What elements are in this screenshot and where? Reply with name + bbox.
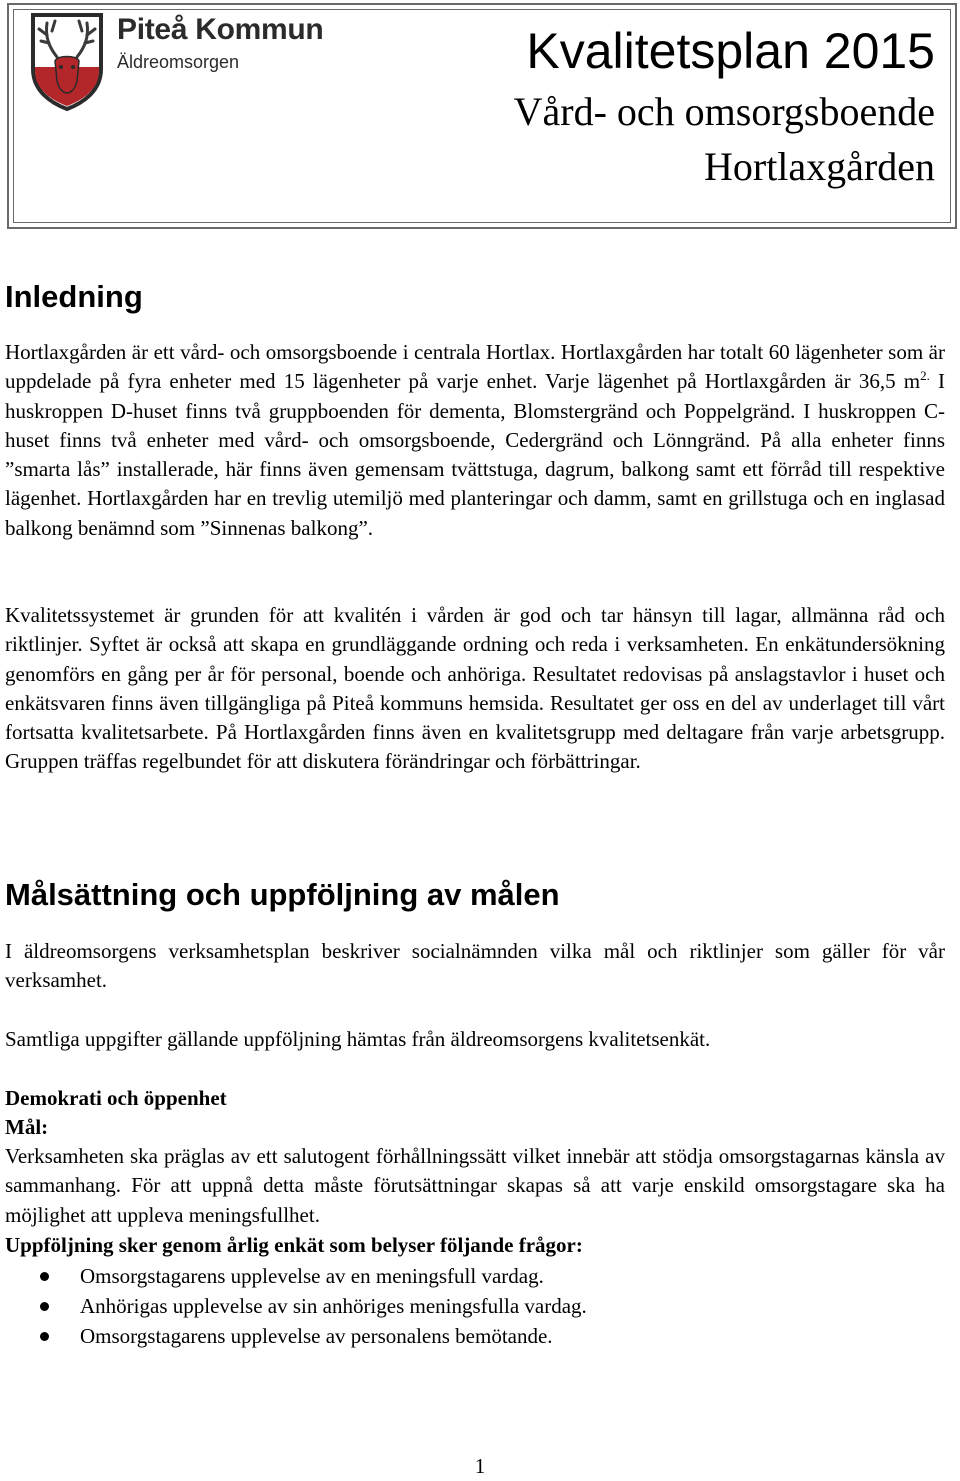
heading-malsattning: Målsättning och uppföljning av målen (5, 877, 560, 912)
list-item-text: Anhörigas upplevelse av sin anhöriges meningsfulla vardag. (80, 1294, 587, 1318)
page-number: 1 (474, 1454, 486, 1478)
document-subtitle: Vård- och omsorgsboende (513, 89, 935, 134)
bullet-icon (40, 1302, 49, 1311)
list-item-text: Omsorgstagarens upplevelse av en meningsfull vardag. (80, 1264, 544, 1288)
bullet-icon (40, 1272, 49, 1281)
goal-text: Verksamheten ska präglas av ett salutogent förhållningssätt vilket innebär att stödja omsorgstagarnas känsla av sammanhang. För att uppnå detta måste förutsättningar skapas så att varje enskild omsorgstagare ska ha möjlighet att uppleva meningsfullhet. (5, 1144, 945, 1227)
reindeer-shield-icon (27, 11, 107, 111)
heading-inledning: Inledning (5, 279, 143, 314)
followup-label: Uppföljning sker genom årlig enkät som belyser följande frågor: (5, 1233, 583, 1257)
followup-question-list (0, 1261, 587, 1351)
goals-paragraph-2: Samtliga uppgifter gällande uppföljning hämtas från äldreomsorgens kvalitetsenkät. (5, 1027, 711, 1051)
subheading-demokrati: Demokrati och öppenhet (5, 1086, 227, 1110)
list-item (0, 1261, 587, 1291)
intro-paragraph-1 (5, 338, 945, 543)
intro-p1-superscript: 2. (920, 368, 930, 384)
list-item-text: Omsorgstagarens upplevelse av personalens bemötande. (80, 1324, 553, 1348)
pitea-kommun-logo (21, 11, 331, 121)
document-header (7, 3, 957, 229)
intro-p1-text: Hortlaxgården är ett vård- och omsorgsboende i centrala Hortlax. Hortlaxgården har totalt 60 lägenheter som är uppdelade på fyra enheter med 15 lägenheter på varje enhet. Varje lägenhet på Hortlaxgården är 36,5 m (5, 340, 945, 394)
logo-title: Piteå Kommun (117, 13, 324, 46)
document-subtitle-location: Hortlaxgården (703, 144, 935, 189)
logo-department: Äldreomsorgen (117, 52, 240, 72)
bullet-icon (40, 1332, 49, 1341)
list-item (0, 1321, 587, 1351)
intro-p1-text-cont: I huskroppen D-huset finns två gruppboenden för dementa, Blomstergränd och Poppelgränd. I huskroppen C-huset finns två enheter med vård- och omsorgsboende, Cedergränd och Lönngränd. På alla enheter finns ”smarta lås” installerade, här finns även gemensam tvättstuga, dagrum, balkong samt ett förråd till respektive lägenhet. Hortlaxgården har en trevlig utemiljö med planteringar och damm, samt en grillstuga och en inglasad balkong benämnd som ”Sinnenas balkong”. (5, 369, 945, 540)
document-title: Kvalitetsplan 2015 (526, 23, 935, 79)
list-item (0, 1291, 587, 1321)
goal-label: Mål: (5, 1115, 49, 1139)
intro-paragraph-2: Kvalitetssystemet är grunden för att kvalitén i vården är god och tar hänsyn till lagar, allmänna råd och riktlinjer. Syftet är också att skapa en grundläggande ordning och reda i verksamheten. En enkätundersökning genomförs en gång per år för personal, boende och anhöriga. Resultatet redovisas på anslagstavlor i huset och enkätsvaren finns även tillgängliga på Piteå kommuns hemsida. Resultatet ger oss en del av underlaget till vårt fortsatta kvalitetsarbete. På Hortlaxgården finns även en kvalitetsgrupp med deltagare från varje arbetsgrupp. Gruppen träffas regelbundet för att diskutera förändringar och förbättringar. (5, 603, 945, 774)
goals-paragraph-1: I äldreomsorgens verksamhetsplan beskriver socialnämnden vilka mål och riktlinjer som gäller för vår verksamhet. (5, 939, 945, 993)
